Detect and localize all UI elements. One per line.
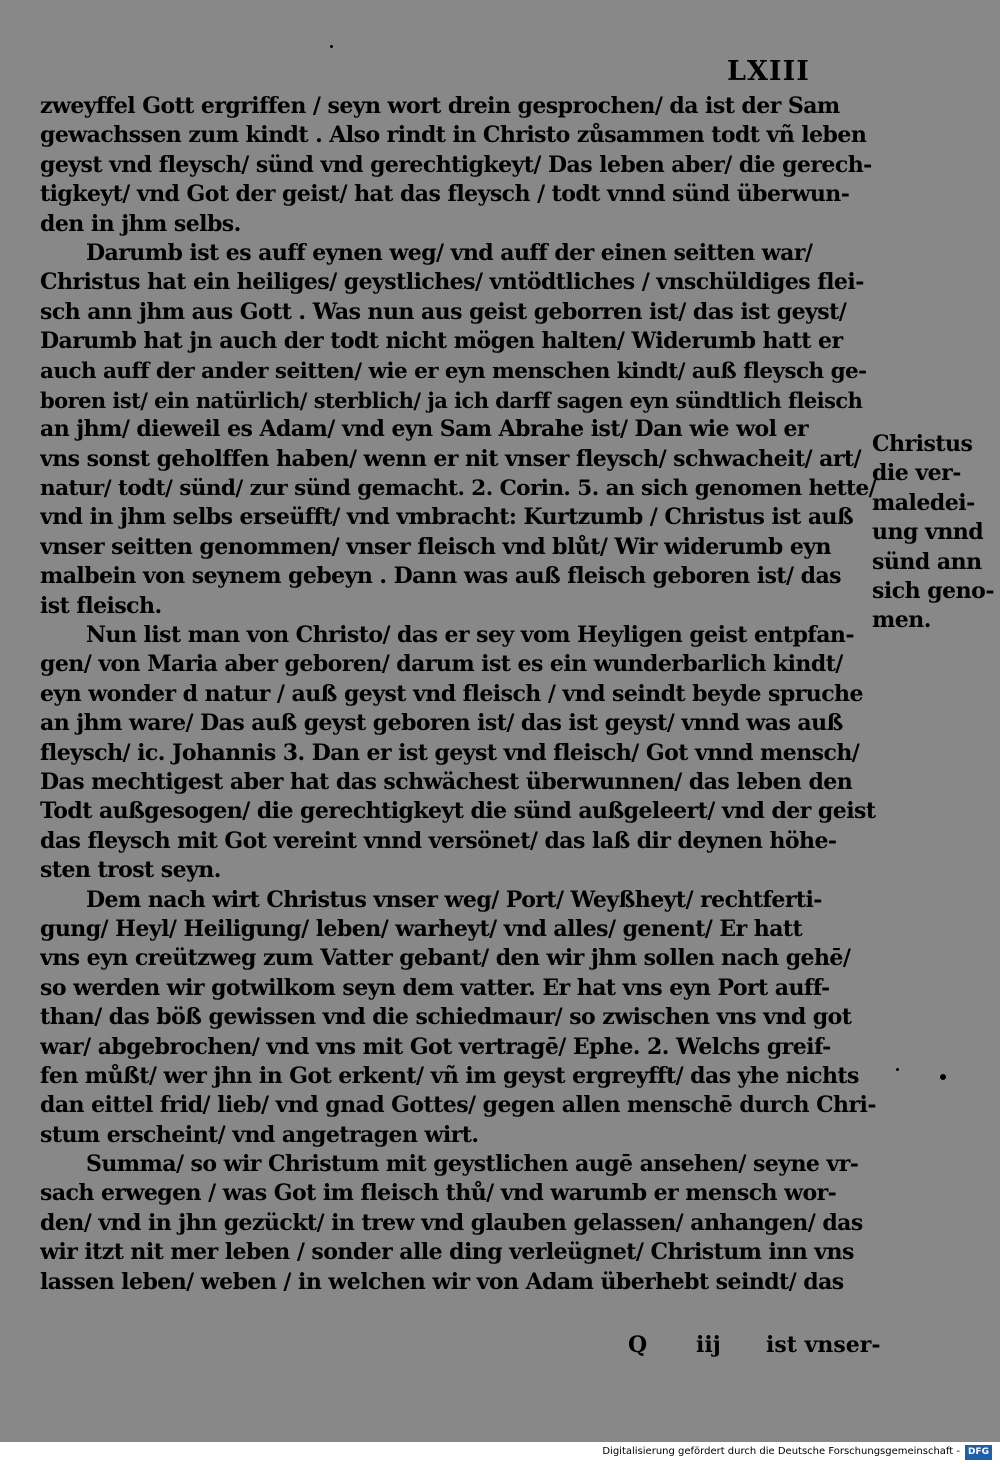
margin-note-line: sünd ann	[872, 548, 982, 575]
text-line: Todt außgesogen/ die gerechtigkeyt die sünd außgeleert/ vnd der geist	[40, 798, 876, 825]
text-line: than/ das böß gewissen vnd die schiedmaur/ so zwischen vns vnd got	[40, 1004, 852, 1031]
text-line: vns eyn creützweg zum Vatter gebant/ den wir jhm sollen nach gehē/	[40, 945, 851, 972]
text-line: Dem nach wirt Christus vnser weg/ Port/ Weyßheyt/ rechtferti-	[86, 886, 822, 913]
text-line: auch auff der ander seitten/ wie er eyn menschen kindt/ auß fleysch ge-	[40, 358, 867, 384]
ink-speck	[330, 45, 333, 48]
text-line: natur/ todt/ sünd/ zur sünd gemacht. 2. Corin. 5. an sich genomen hette/	[40, 476, 876, 502]
text-line: boren ist/ ein natürlich/ sterblich/ ja ich darff sagen eyn sündtlich fleisch	[40, 387, 863, 413]
margin-note-line: ung vnnd	[872, 519, 984, 546]
body-text	[40, 92, 880, 1297]
text-line: Darumb ist es auff eynen weg/ vnd auff der einen seitten war/	[86, 239, 813, 266]
text-line: Nun list man von Christo/ das er sey vom Heyligen geist entpfan-	[86, 622, 854, 649]
text-line: wir itzt nit mer leben / sonder alle ding verleügnet/ Christum inn vns	[40, 1239, 854, 1266]
text-line: das fleysch mit Got vereint vnnd versönet/ das laß dir deynen höhe-	[40, 827, 837, 854]
text-line: Summa/ so wir Christum mit geystlichen augē ansehen/ seyne vr-	[86, 1151, 859, 1178]
signature-number: iij	[696, 1332, 721, 1358]
ink-speck	[896, 1068, 899, 1071]
text-line: vns sonst geholffen haben/ wenn er nit vnser fleysch/ schwacheit/ art/	[40, 445, 861, 472]
text-line: gung/ Heyl/ Heiligung/ leben/ warheyt/ vnd alles/ genent/ Er hatt	[40, 915, 803, 942]
text-line: Das mechtigest aber hat das schwächest überwunnen/ das leben den	[40, 768, 853, 795]
margin-note-line: sich geno-	[872, 577, 994, 604]
text-line: Darumb hat jn auch der todt nicht mögen halten/ Widerumb hatt er	[40, 328, 843, 355]
text-line: lassen leben/ weben / in welchen wir von Adam überhebt seindt/ das	[40, 1268, 844, 1295]
text-line: gewachssen zum kindt . Also rindt in Christo zůsammen todt vñ leben	[40, 122, 867, 149]
text-line: gen/ von Maria aber geboren/ darum ist es ein wunderbarlich kindt/	[40, 651, 843, 678]
signature-row	[628, 1330, 881, 1360]
text-line: vnd in jhm selbs erseüfft/ vnd vmbracht: Kurtzumb / Christus ist auß	[40, 504, 854, 531]
text-line: sach erwegen / was Got im fleisch thů/ vnd warumb er mensch wor-	[40, 1180, 837, 1207]
signature-letter: Q	[628, 1332, 648, 1358]
text-line: zweyffel Gott ergriffen / seyn wort drein gesprochen/ da ist der Sam	[40, 93, 840, 119]
dfg-logo: DFG	[965, 1445, 992, 1460]
text-line: fen můßt/ wer jhn in Got erkent/ vñ im geyst ergreyfft/ das yhe nichts	[40, 1062, 859, 1089]
margin-note-line: maledei-	[872, 489, 975, 516]
text-line: eyn wonder d natur / auß geyst vnd fleisch / vnd seindt beyde spruche	[40, 680, 863, 707]
text-line: tigkeyt/ vnd Got der geist/ hat das fleysch / todt vnnd sünd überwun-	[40, 181, 850, 208]
catchword: ist vnser-	[766, 1332, 881, 1358]
text-line: dan eittel frid/ lieb/ vnd gnad Gottes/ gegen allen menschē durch Chri-	[40, 1092, 876, 1119]
text-line: den in jhm selbs.	[40, 210, 241, 237]
margin-note-line: die ver-	[872, 460, 961, 487]
text-line: stum erscheint/ vnd angetragen wirt.	[40, 1121, 479, 1148]
text-line: Christus hat ein heiliges/ geystliches/ vntödtliches / vnschüldiges flei-	[40, 269, 864, 296]
text-line: an jhm/ dieweil es Adam/ vnd eyn Sam Abrahe ist/ Dan wie wol er	[40, 416, 808, 443]
text-line: sch ann jhm aus Gott . Was nun aus geist geborren ist/ das ist geyst/	[40, 298, 847, 325]
text-line: ist fleisch.	[40, 592, 162, 619]
text-line: an jhm ware/ Das auß geyst geboren ist/ das ist geyst/ vnnd was auß	[40, 710, 843, 737]
margin-note-line: Christus	[872, 431, 973, 457]
text-line: den/ vnd in jhn gezückt/ in trew vnd glauben gelassen/ anhangen/ das	[40, 1209, 863, 1236]
text-line: vnser seitten genommen/ vnser fleisch vnd blůt/ Wir widerumb eyn	[40, 533, 831, 560]
text-line: so werden wir gotwilkom seyn dem vatter. Er hat vns eyn Port auff-	[40, 974, 830, 1001]
margin-note-line: men.	[872, 607, 931, 634]
text-line: fleysch/ ic. Johannis 3. Dan er ist geyst vnd fleisch/ Got vnnd mensch/	[40, 739, 860, 766]
text-line: malbein von seynem gebeyn . Dann was auß fleisch geboren ist/ das	[40, 563, 842, 590]
digitization-credit: Digitalisierung gefördert durch die Deutsche Forschungsgemeinschaft -	[602, 1446, 960, 1457]
text-line: war/ abgebrochen/ vnd vns mit Got vertragē/ Ephe. 2. Welchs greif-	[40, 1033, 831, 1060]
margin-note	[872, 430, 997, 636]
text-line: geyst vnd fleysch/ sünd vnd gerechtigkeyt/ Das leben aber/ die gerech-	[40, 151, 872, 178]
footer	[0, 1442, 1000, 1464]
text-line: sten trost seyn.	[40, 857, 221, 884]
ink-speck	[940, 1074, 946, 1080]
folio-number: LXIII	[727, 56, 810, 87]
